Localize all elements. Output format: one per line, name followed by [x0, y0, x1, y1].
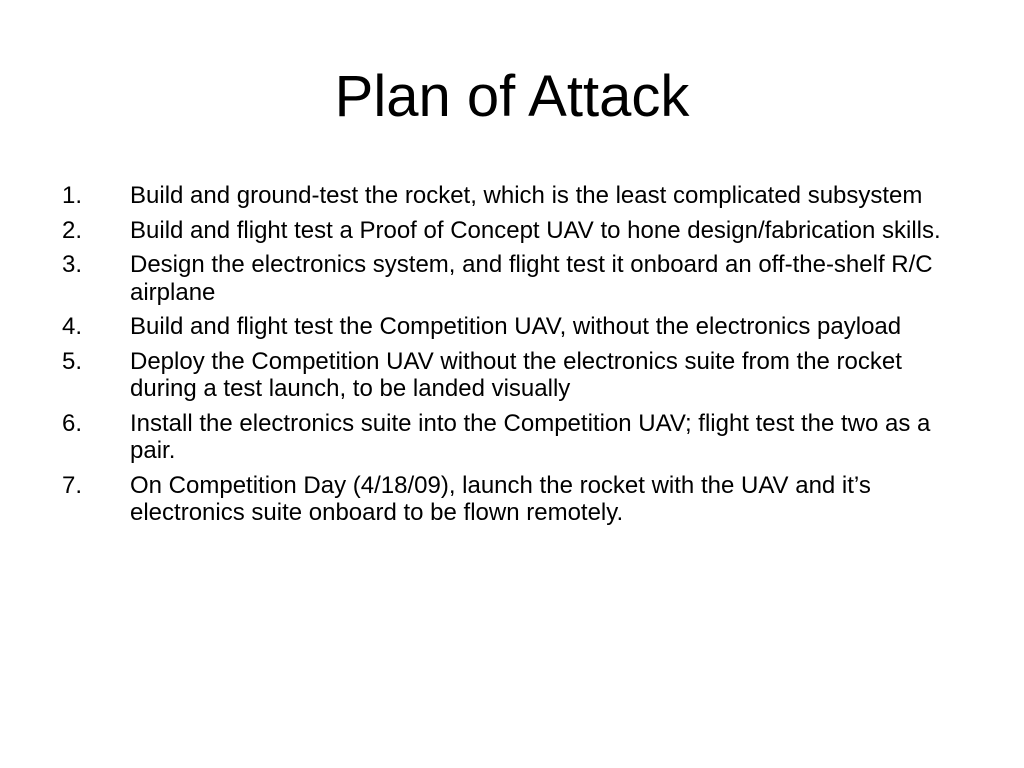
step-text: Deploy the Competition UAV without the electronics suite from the rocket during a test launch, to be landed visually [130, 347, 902, 402]
step-text: Build and flight test a Proof of Concept UAV to hone design/fabrication skills. [130, 216, 941, 244]
list-item [62, 182, 972, 210]
step-number: 7. [62, 471, 83, 499]
step-number: 2. [62, 216, 83, 244]
step-text: Build and flight test the Competition UAV, without the electronics payload [130, 313, 902, 340]
list-item [62, 251, 972, 306]
step-number: 6. [62, 409, 83, 437]
step-number: 5. [62, 347, 83, 375]
list-item [62, 472, 972, 527]
step-number: 1. [62, 182, 83, 209]
list-item [62, 348, 972, 403]
step-text: Design the electronics system, and flight test it onboard an off-the-shelf R/C airplane [130, 251, 933, 306]
step-text: Install the electronics suite into the Competition UAV; flight test the two as a pair. [130, 409, 931, 464]
step-number: 3. [62, 251, 83, 278]
list-item [62, 410, 972, 465]
step-text: Build and ground-test the rocket, which is the least complicated subsystem [130, 182, 923, 209]
plan-steps-list [62, 182, 972, 534]
slide-title: Plan of Attack [334, 64, 690, 129]
step-number: 4. [62, 313, 83, 340]
list-item [62, 313, 972, 341]
step-text: On Competition Day (4/18/09), launch the rocket with the UAV and it’s electronics suite onboard to be flown remotely. [130, 471, 871, 526]
list-item [62, 217, 972, 245]
